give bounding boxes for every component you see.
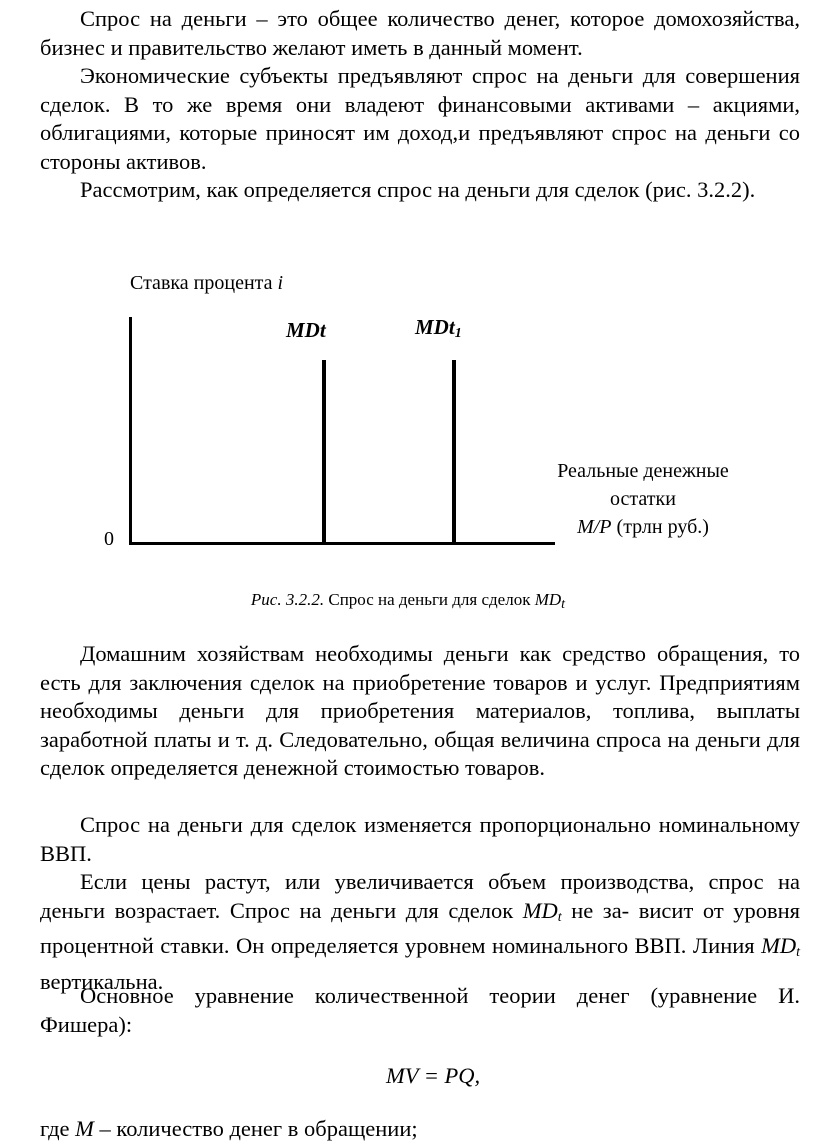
- paragraph-households-need-money: Домашним хозяйствам необходимы деньги как средство обращения, то есть для заключения сделок на приобретение товаров и услуг. Предприятиям необходимы деньги для приобретения материалов, топлива, выплаты заработной платы и т. д. Следовательно, общая величина спроса на деньги для сделок определяется денежной стоимостью товаров.: [40, 641, 800, 780]
- paragraph-figure-reference: Рассмотрим, как определяется спрос на деньги для сделок (рис. 3.2.2).: [80, 177, 756, 202]
- paragraph-economic-agents: Экономические субъекты предъявляют спрос на деньги для совершения сделок. В то же время они владеют финансовыми активами – акциями, облигациями, которые приносят им доход,и предъявляют спрос на деньги со стороны активов.: [40, 63, 800, 174]
- origin-label: 0: [104, 528, 114, 550]
- md-t-label: MDt: [286, 318, 326, 342]
- figure-caption: Рис. 3.2.2. Спрос на деньги для сделок $MD_t$: [250, 590, 566, 612]
- y-axis-label: Ставка процента i: [130, 272, 284, 294]
- paragraph-where-m: где M – количество денег в обращении;: [40, 1116, 418, 1141]
- fisher-equation: MV = PQ,: [386, 1063, 481, 1088]
- paragraph-proportional-gdp: Спрос на деньги для сделок изменяется пропорционально номинальному ВВП.: [40, 812, 800, 866]
- md-t1-vertical-line: [452, 360, 456, 544]
- paragraph-prices-rise: Если цены растут, или увеличивается объем производства, спрос на деньги возрастает. Спрос на деньги для сделок $MD_t$ не за- висит от уровня процентной ставки. Он определяется уровнем номинального ВВП. Линия $MD_t$ вертикальна.: [40, 869, 800, 994]
- md-t1-label: MDt$_1$: [415, 315, 462, 341]
- y-axis-line: [129, 317, 132, 545]
- x-axis-label: Реальные денежные остатки M/P (трлн руб.): [557, 460, 729, 538]
- paragraph-fisher-equation-intro: Основное уравнение количественной теории денег (уравнение И. Фишера):: [40, 983, 800, 1037]
- x-axis-line: [129, 542, 555, 545]
- paragraph-money-demand-definition: Спрос на деньги – это общее количество денег, которое домохозяйства, бизнес и правительство желают иметь в данный момент.: [40, 6, 800, 60]
- md-t-vertical-line: [322, 360, 326, 544]
- figure-transaction-money-demand: [0, 260, 816, 620]
